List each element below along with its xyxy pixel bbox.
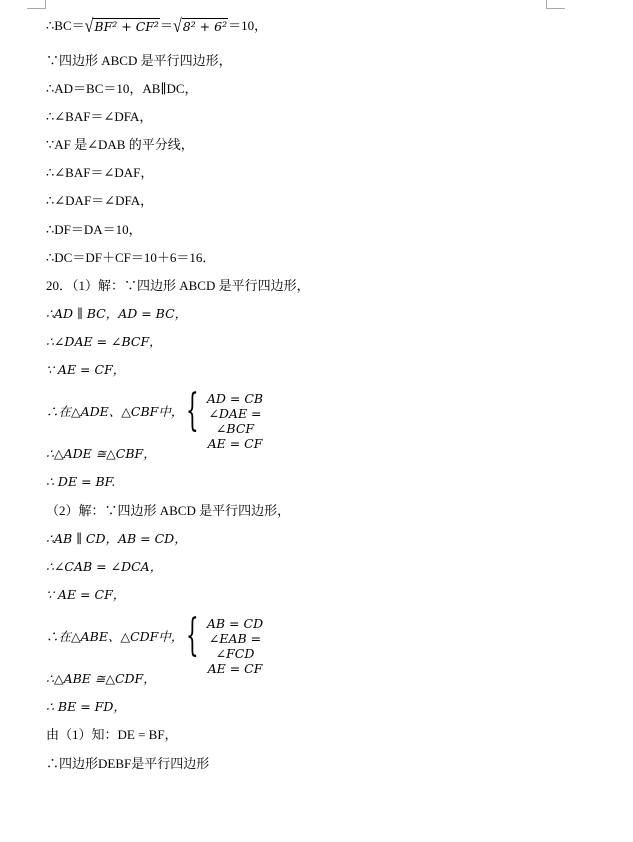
left-brace-1: { <box>186 385 199 436</box>
sqrt-radicand-1: BF² + CF² <box>94 19 159 35</box>
line-bc-prefix: ∴BC＝ <box>46 18 85 33</box>
line-19: ∴∠CAB = ∠DCA， <box>46 559 163 574</box>
equation-system-1 <box>186 385 286 451</box>
sqrt-expression-2: √8² + 6² <box>172 16 228 37</box>
line-15: ∴△ADE ≅△CBF， <box>46 446 156 461</box>
line-2: ∵四边形 ABCD 是平行四边形， <box>46 53 232 68</box>
line-problem-20-part-2: （2）解：∵四边形 ABCD 是平行四边形， <box>46 503 291 518</box>
line-7: ∴∠DAF＝∠DFA， <box>46 193 154 208</box>
system-1-eq-2: ∠DAE = ∠BCF <box>208 406 262 436</box>
crop-mark-right <box>546 0 565 9</box>
line-bc-result: ＝10， <box>228 18 268 33</box>
line-14-prefix: ∴在△ADE、△CBF中， <box>46 404 184 419</box>
line-16: ∴ DE = BF. <box>46 474 116 489</box>
line-22: ∴△ABE ≅△CDF， <box>46 671 156 686</box>
line-21-prefix: ∴在△ABE、△CDF中， <box>46 629 184 644</box>
system-2-eq-3: AE = CF <box>207 661 263 676</box>
line-23: ∴ BE = FD， <box>46 699 126 714</box>
equation-system-2 <box>186 610 286 676</box>
system-1-eq-3: AE = CF <box>207 436 263 451</box>
line-3: ∴AD＝BC＝10，AB∥DC， <box>46 81 198 96</box>
line-bc-equals: ＝ <box>159 18 173 33</box>
crop-mark-left <box>27 0 46 9</box>
line-13: ∵ AE = CF， <box>46 362 126 377</box>
system-2-eq-2: ∠EAB = ∠FCD <box>208 631 262 661</box>
line-5: ∵AF 是∠DAB 的平分线， <box>46 137 194 152</box>
line-12: ∴∠DAE = ∠BCF， <box>46 334 162 349</box>
line-18: ∴AB ∥ CD，AB = CD， <box>46 531 187 546</box>
line-9: ∴DC＝DF＋CF＝10＋6＝16． <box>46 250 216 265</box>
line-11: ∴AD ∥ BC，AD = BC， <box>46 306 188 321</box>
system-2-eq-1: AB = CD <box>206 616 264 631</box>
line-problem-20-part-1: 20．（1）解：∵四边形 ABCD 是平行四边形， <box>46 278 310 293</box>
line-20: ∵ AE = CF， <box>46 587 126 602</box>
left-brace-2: { <box>186 610 199 661</box>
sqrt-radicand-2: 8² + 6² <box>182 19 228 35</box>
sqrt-expression-1: √BF² + CF² <box>84 16 159 37</box>
line-24: 由（1）知：DE = BF， <box>46 727 178 742</box>
line-8: ∴DF＝DA＝10， <box>46 222 142 237</box>
line-4: ∴∠BAF＝∠DFA， <box>46 109 153 124</box>
line-bc-length <box>46 18 267 35</box>
system-1-eq-1: AD = CB <box>206 391 264 406</box>
line-6: ∴∠BAF＝∠DAF， <box>46 165 154 180</box>
line-25: ∴四边形DEBF是平行四边形 <box>46 756 210 771</box>
